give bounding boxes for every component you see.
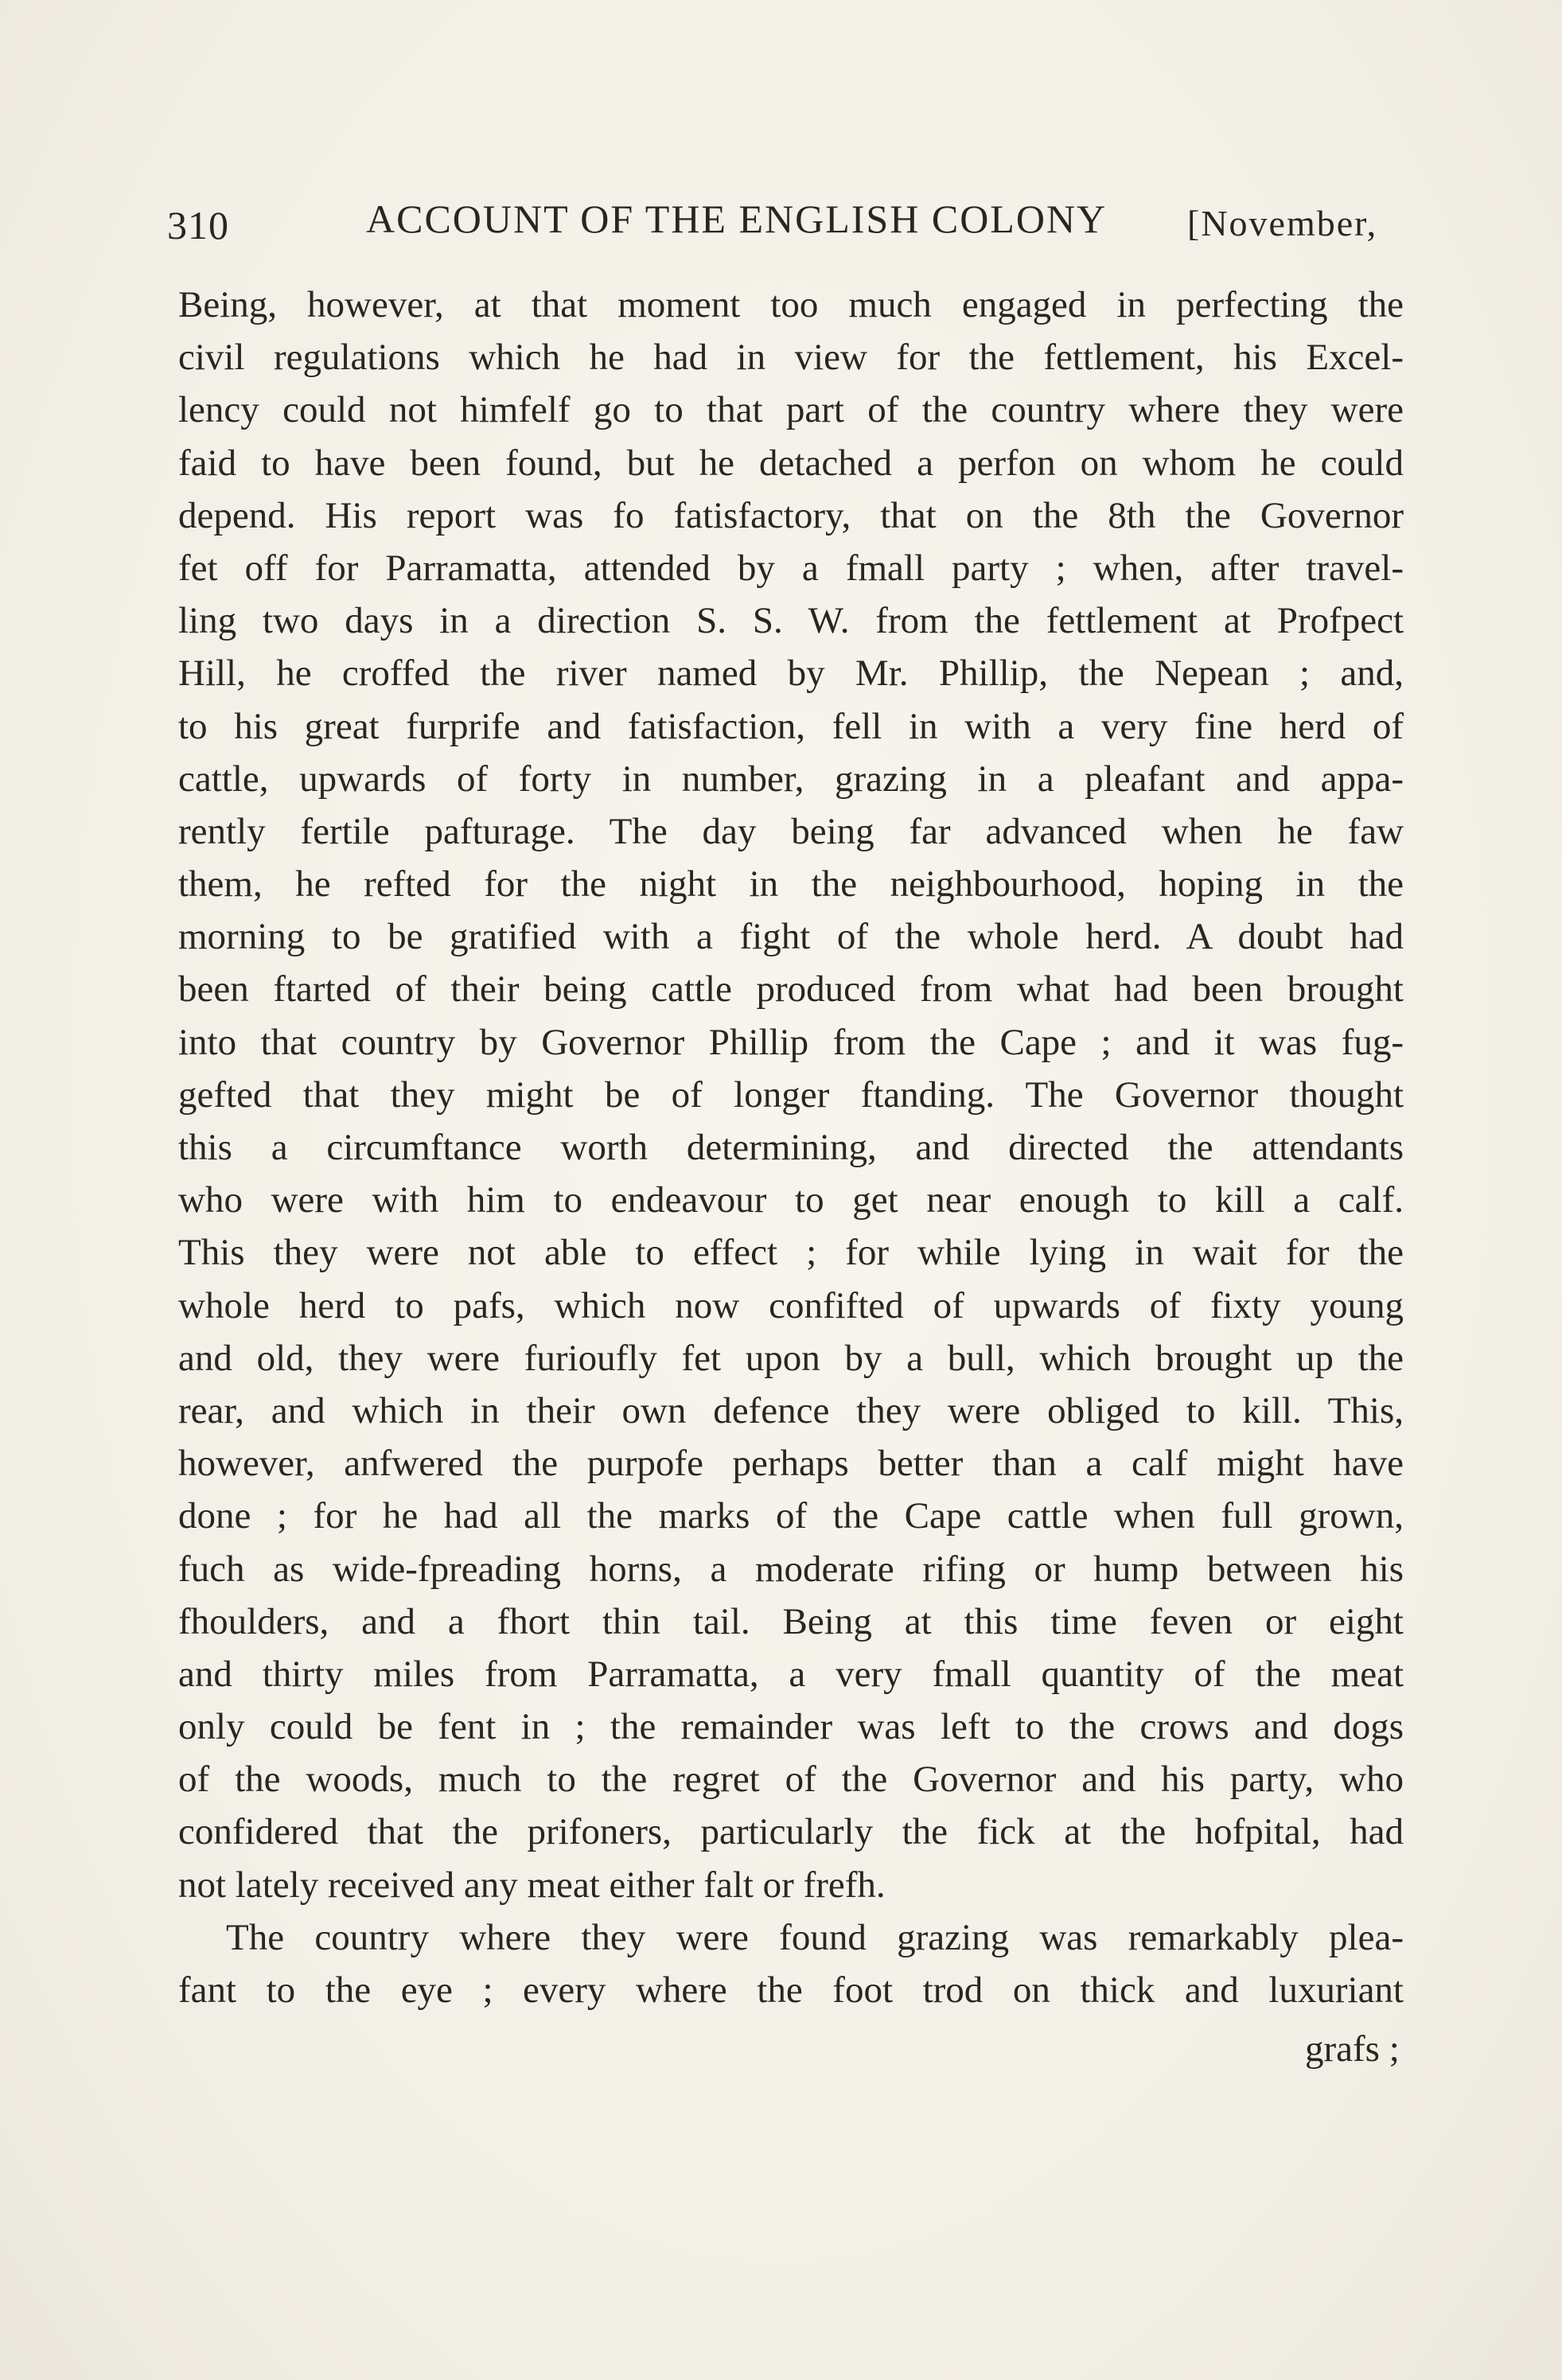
text-line: not lately received any meat either falt or frefh. (178, 1864, 886, 1906)
page-number: 310 (167, 203, 229, 247)
text-line: and thirty miles from Parramatta, a very fmall quantity of the meat (178, 1653, 1404, 1695)
text-line: them, he refted for the night in the neighbourhood, hoping in the (178, 863, 1404, 906)
text-line: The country where they were found grazing was remarkably plea- (226, 1916, 1404, 1958)
text-line: civil regulations which he had in view for the fettlement, his Excel- (178, 337, 1404, 379)
text-line: and old, they were furioufly fet upon by a bull, which brought up the (178, 1337, 1404, 1379)
running-head (167, 196, 1408, 259)
text-line: only could be fent in ; the remainder was left to the crows and dogs (178, 1706, 1404, 1748)
text-line: to his great furprife and fatisfaction, fell in with a very fine herd of (178, 705, 1404, 747)
text-line: confidered that the prifoners, particularly the fick at the hofpital, had (178, 1811, 1404, 1853)
text-line: this a circumftance worth determining, and directed the attendants (178, 1127, 1404, 1168)
text-line: morning to be gratified with a fight of the whole herd. A doubt had (178, 916, 1404, 958)
text-line: done ; for he had all the marks of the Cape cattle when full grown, (178, 1495, 1404, 1537)
text-line: who were with him to endeavour to get near enough to kill a calf. (178, 1179, 1404, 1221)
running-month: [November, (1187, 203, 1378, 243)
text-line: of the woods, much to the regret of the Governor and his party, who (178, 1759, 1404, 1801)
running-title: ACCOUNT OF THE ENGLISH COLONY (366, 197, 1108, 241)
text-line: Being, however, at that moment too much engaged in perfecting the (178, 284, 1404, 325)
text-line: Hill, he croffed the river named by Mr. Phillip, the Nepean ; and, (178, 652, 1404, 695)
text-line: whole herd to pafs, which now confifted of upwards of fixty young (178, 1284, 1404, 1326)
body-text (178, 279, 1404, 2016)
text-line: ling two days in a direction S. S. W. from the fettlement at Profpect (178, 600, 1404, 642)
text-line: fet off for Parramatta, attended by a fmall party ; when, after travel- (178, 547, 1404, 589)
text-line: This they were not able to effect ; for while lying in wait for the (178, 1232, 1404, 1274)
text-line: fhoulders, and a fhort thin tail. Being at this time feven or eight (178, 1600, 1404, 1642)
text-line: lency could not himfelf go to that part of the country where they were (178, 389, 1404, 431)
text-line: into that country by Governor Phillip from the Cape ; and it was fug- (178, 1021, 1404, 1063)
catchword: grafs ; (1305, 2028, 1400, 2070)
text-line: been ftarted of their being cattle produced from what had been brought (178, 968, 1404, 1011)
text-line: however, anfwered the purpofe perhaps better than a calf might have (178, 1443, 1404, 1485)
text-line: fant to the eye ; every where the foot trod on thick and luxuriant (178, 1969, 1404, 2011)
text-line: rear, and which in their own defence they were obliged to kill. This, (178, 1389, 1404, 1432)
text-line: gefted that they might be of longer ftanding. The Governor thought (178, 1073, 1404, 1116)
text-line: cattle, upwards of forty in number, grazing in a pleafant and appa- (178, 758, 1404, 800)
text-line: depend. His report was fo fatisfactory, that on the 8th the Governor (178, 494, 1404, 536)
text-line: faid to have been found, but he detached a perfon on whom he could (178, 442, 1404, 484)
text-line: fuch as wide-fpreading horns, a moderate rifing or hump between his (178, 1548, 1404, 1590)
text-line: rently fertile pafturage. The day being far advanced when he faw (178, 810, 1404, 852)
